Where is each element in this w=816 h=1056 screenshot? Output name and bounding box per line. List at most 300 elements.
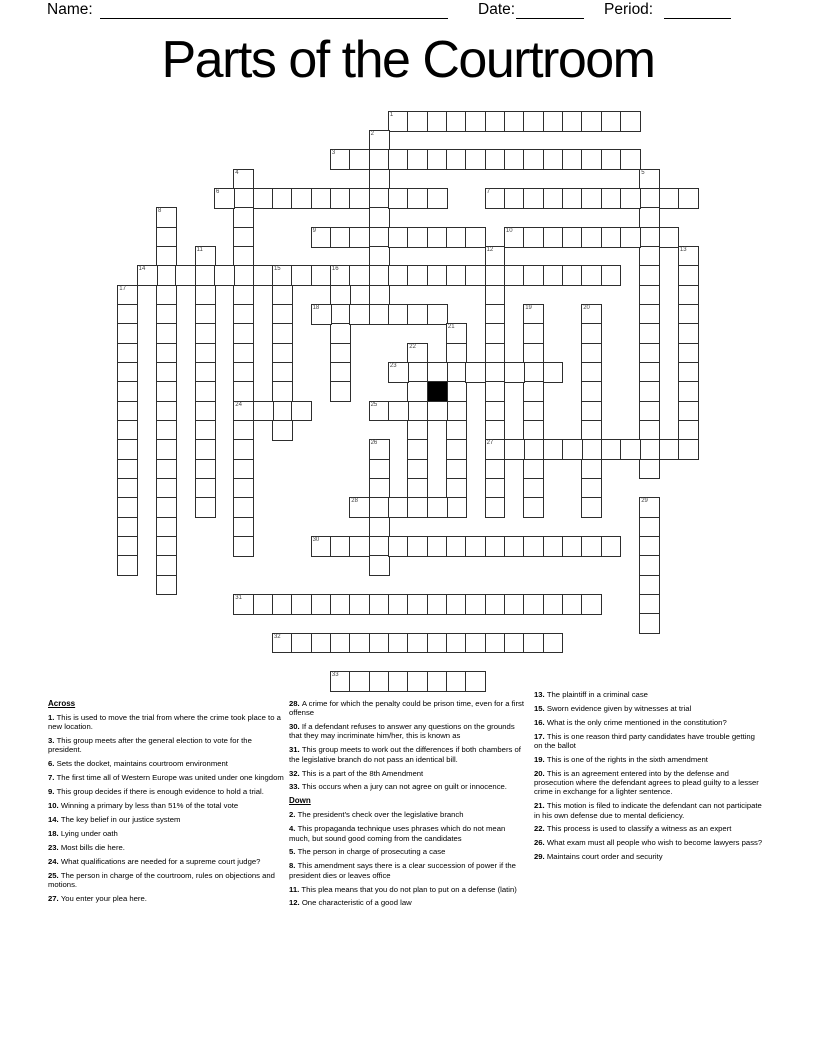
- grid-cell[interactable]: [465, 149, 486, 170]
- grid-cell[interactable]: [678, 343, 699, 364]
- grid-cell[interactable]: [330, 671, 351, 692]
- grid-cell[interactable]: [330, 381, 351, 402]
- grid-cell[interactable]: [117, 285, 138, 306]
- grid-cell[interactable]: [485, 594, 506, 615]
- grid-cell[interactable]: [369, 188, 390, 209]
- grid-cell[interactable]: [407, 459, 428, 480]
- grid-cell[interactable]: [465, 227, 486, 248]
- period-field[interactable]: [664, 2, 731, 19]
- grid-cell[interactable]: [639, 381, 660, 402]
- grid-cell[interactable]: [639, 517, 660, 538]
- grid-cell[interactable]: [543, 594, 564, 615]
- grid-cell[interactable]: [233, 459, 254, 480]
- grid-cell[interactable]: [427, 188, 448, 209]
- grid-cell[interactable]: [427, 401, 448, 422]
- grid-cell[interactable]: [620, 439, 641, 460]
- grid-cell[interactable]: [639, 362, 660, 383]
- grid-cell[interactable]: [369, 459, 390, 480]
- grid-cell[interactable]: [272, 420, 293, 441]
- grid-cell[interactable]: [349, 304, 370, 325]
- grid-cell[interactable]: [446, 149, 467, 170]
- grid-cell[interactable]: [407, 671, 428, 692]
- grid-cell[interactable]: [156, 323, 177, 344]
- grid-cell[interactable]: [504, 536, 525, 557]
- grid-cell[interactable]: [272, 265, 293, 286]
- grid-cell[interactable]: [272, 633, 293, 654]
- grid-cell[interactable]: [427, 149, 448, 170]
- grid-cell[interactable]: [233, 420, 254, 441]
- grid-cell[interactable]: [388, 401, 409, 422]
- grid-cell[interactable]: [272, 323, 293, 344]
- grid-cell[interactable]: [659, 188, 680, 209]
- grid-cell[interactable]: [543, 227, 564, 248]
- grid-cell[interactable]: [349, 188, 370, 209]
- grid-cell[interactable]: [330, 633, 351, 654]
- grid-cell[interactable]: [581, 439, 602, 460]
- grid-cell[interactable]: [562, 439, 583, 460]
- grid-cell[interactable]: [427, 633, 448, 654]
- grid-cell[interactable]: [272, 188, 293, 209]
- grid-cell[interactable]: [504, 188, 525, 209]
- grid-cell[interactable]: [233, 497, 254, 518]
- grid-cell[interactable]: [427, 362, 448, 383]
- grid-cell[interactable]: [465, 594, 486, 615]
- grid-cell[interactable]: [369, 130, 390, 151]
- grid-cell[interactable]: [523, 323, 544, 344]
- grid-cell[interactable]: [543, 188, 564, 209]
- grid-cell[interactable]: [214, 188, 235, 209]
- grid-cell[interactable]: [543, 149, 564, 170]
- grid-cell[interactable]: [485, 401, 506, 422]
- grid-cell[interactable]: [388, 633, 409, 654]
- grid-cell[interactable]: [156, 207, 177, 228]
- grid-cell[interactable]: [156, 575, 177, 596]
- grid-cell[interactable]: [253, 401, 274, 422]
- grid-cell[interactable]: [620, 149, 641, 170]
- grid-cell[interactable]: [581, 478, 602, 499]
- grid-cell[interactable]: [195, 265, 216, 286]
- grid-cell[interactable]: [349, 497, 370, 518]
- grid-cell[interactable]: [388, 304, 409, 325]
- grid-cell[interactable]: [601, 227, 622, 248]
- grid-cell[interactable]: [117, 323, 138, 344]
- grid-cell[interactable]: [369, 227, 390, 248]
- grid-cell[interactable]: [639, 575, 660, 596]
- grid-cell[interactable]: [272, 594, 293, 615]
- grid-cell[interactable]: [465, 265, 486, 286]
- grid-cell[interactable]: [639, 459, 660, 480]
- grid-cell[interactable]: [233, 439, 254, 460]
- grid-cell[interactable]: [117, 304, 138, 325]
- grid-cell[interactable]: [330, 594, 351, 615]
- grid-cell[interactable]: [195, 362, 216, 383]
- grid-cell[interactable]: [156, 343, 177, 364]
- grid-cell[interactable]: [581, 227, 602, 248]
- grid-cell[interactable]: [523, 594, 544, 615]
- grid-cell[interactable]: [562, 227, 583, 248]
- grid-cell[interactable]: [446, 362, 467, 383]
- grid-cell[interactable]: [330, 188, 351, 209]
- grid-cell[interactable]: [233, 381, 254, 402]
- grid-cell[interactable]: [485, 111, 506, 132]
- grid-cell[interactable]: [678, 381, 699, 402]
- grid-cell[interactable]: [311, 536, 332, 557]
- grid-cell[interactable]: [214, 265, 235, 286]
- grid-cell[interactable]: [233, 517, 254, 538]
- grid-cell[interactable]: [291, 265, 312, 286]
- grid-cell[interactable]: [272, 362, 293, 383]
- grid-cell[interactable]: [388, 188, 409, 209]
- grid-cell[interactable]: [678, 420, 699, 441]
- grid-cell[interactable]: [543, 439, 564, 460]
- grid-cell[interactable]: [562, 111, 583, 132]
- grid-cell[interactable]: [427, 497, 448, 518]
- grid-cell[interactable]: [407, 497, 428, 518]
- grid-cell[interactable]: [369, 207, 390, 228]
- grid-cell[interactable]: [233, 207, 254, 228]
- grid-cell[interactable]: [349, 265, 370, 286]
- grid-cell[interactable]: [504, 227, 525, 248]
- grid-cell[interactable]: [117, 517, 138, 538]
- grid-cell[interactable]: [485, 439, 506, 460]
- grid-cell[interactable]: [156, 555, 177, 576]
- grid-cell[interactable]: [581, 265, 602, 286]
- grid-cell[interactable]: [369, 497, 390, 518]
- grid-cell[interactable]: [272, 285, 293, 306]
- grid-cell[interactable]: [504, 149, 525, 170]
- grid-cell[interactable]: [349, 227, 370, 248]
- grid-cell[interactable]: [349, 149, 370, 170]
- grid-cell[interactable]: [581, 188, 602, 209]
- grid-cell[interactable]: [407, 362, 428, 383]
- grid-cell[interactable]: [195, 401, 216, 422]
- grid-cell[interactable]: [311, 265, 332, 286]
- grid-cell[interactable]: [330, 265, 351, 286]
- grid-cell[interactable]: [523, 265, 544, 286]
- grid-cell[interactable]: [543, 536, 564, 557]
- grid-cell[interactable]: [117, 420, 138, 441]
- grid-cell[interactable]: [446, 459, 467, 480]
- grid-cell[interactable]: [639, 304, 660, 325]
- grid-cell[interactable]: [446, 420, 467, 441]
- grid-cell[interactable]: [156, 285, 177, 306]
- grid-cell[interactable]: [523, 304, 544, 325]
- grid-cell[interactable]: [523, 536, 544, 557]
- grid-cell[interactable]: [446, 536, 467, 557]
- grid-cell[interactable]: [639, 555, 660, 576]
- grid-cell[interactable]: [156, 401, 177, 422]
- grid-cell[interactable]: [678, 362, 699, 383]
- grid-cell[interactable]: [117, 478, 138, 499]
- grid-cell[interactable]: [620, 188, 641, 209]
- grid-cell[interactable]: [601, 536, 622, 557]
- grid-cell[interactable]: [523, 401, 544, 422]
- grid-cell[interactable]: [311, 594, 332, 615]
- grid-cell[interactable]: [407, 594, 428, 615]
- grid-cell[interactable]: [485, 420, 506, 441]
- grid-cell[interactable]: [678, 246, 699, 267]
- grid-cell[interactable]: [388, 149, 409, 170]
- grid-cell[interactable]: [369, 536, 390, 557]
- grid-cell[interactable]: [388, 671, 409, 692]
- grid-cell[interactable]: [427, 265, 448, 286]
- grid-cell[interactable]: [485, 304, 506, 325]
- grid-cell[interactable]: [485, 265, 506, 286]
- grid-cell[interactable]: [601, 265, 622, 286]
- grid-cell[interactable]: [233, 265, 254, 286]
- grid-cell[interactable]: [233, 304, 254, 325]
- grid-cell[interactable]: [523, 343, 544, 364]
- grid-cell[interactable]: [446, 227, 467, 248]
- grid-cell[interactable]: [369, 285, 390, 306]
- grid-cell[interactable]: [523, 420, 544, 441]
- grid-cell[interactable]: [407, 188, 428, 209]
- grid-cell[interactable]: [485, 478, 506, 499]
- grid-cell[interactable]: [233, 169, 254, 190]
- grid-cell[interactable]: [523, 459, 544, 480]
- grid-cell[interactable]: [504, 439, 525, 460]
- grid-cell[interactable]: [311, 188, 332, 209]
- grid-cell[interactable]: [446, 265, 467, 286]
- grid-cell[interactable]: [388, 536, 409, 557]
- grid-cell[interactable]: [369, 478, 390, 499]
- grid-cell[interactable]: [446, 401, 467, 422]
- grid-cell[interactable]: [427, 594, 448, 615]
- grid-cell[interactable]: [253, 594, 274, 615]
- grid-cell[interactable]: [233, 362, 254, 383]
- grid-cell[interactable]: [291, 633, 312, 654]
- grid-cell[interactable]: [485, 343, 506, 364]
- grid-cell[interactable]: [369, 633, 390, 654]
- grid-cell[interactable]: [311, 633, 332, 654]
- grid-cell[interactable]: [156, 304, 177, 325]
- grid-cell[interactable]: [369, 304, 390, 325]
- grid-cell[interactable]: [485, 536, 506, 557]
- grid-cell[interactable]: [330, 323, 351, 344]
- grid-cell[interactable]: [581, 111, 602, 132]
- grid-cell[interactable]: [195, 478, 216, 499]
- grid-cell[interactable]: [233, 536, 254, 557]
- grid-cell[interactable]: [233, 227, 254, 248]
- grid-cell[interactable]: [543, 265, 564, 286]
- grid-cell[interactable]: [639, 439, 660, 460]
- grid-cell[interactable]: [639, 207, 660, 228]
- grid-cell[interactable]: [253, 188, 274, 209]
- grid-cell[interactable]: [427, 111, 448, 132]
- grid-cell[interactable]: [581, 536, 602, 557]
- grid-cell[interactable]: [233, 401, 254, 422]
- grid-cell[interactable]: [156, 265, 177, 286]
- grid-cell[interactable]: [504, 362, 525, 383]
- grid-cell[interactable]: [291, 401, 312, 422]
- grid-cell[interactable]: [639, 536, 660, 557]
- grid-cell[interactable]: [233, 478, 254, 499]
- grid-cell[interactable]: [485, 246, 506, 267]
- grid-cell[interactable]: [485, 188, 506, 209]
- grid-cell[interactable]: [678, 188, 699, 209]
- grid-cell[interactable]: [620, 227, 641, 248]
- grid-cell[interactable]: [156, 459, 177, 480]
- grid-cell[interactable]: [581, 362, 602, 383]
- grid-cell[interactable]: [156, 536, 177, 557]
- grid-cell[interactable]: [388, 265, 409, 286]
- grid-cell[interactable]: [369, 246, 390, 267]
- grid-cell[interactable]: [601, 188, 622, 209]
- grid-cell[interactable]: [195, 497, 216, 518]
- grid-cell[interactable]: [485, 362, 506, 383]
- grid-cell[interactable]: [156, 381, 177, 402]
- grid-cell[interactable]: [678, 401, 699, 422]
- grid-cell[interactable]: [639, 285, 660, 306]
- grid-cell[interactable]: [562, 536, 583, 557]
- grid-cell[interactable]: [523, 381, 544, 402]
- grid-cell[interactable]: [639, 343, 660, 364]
- grid-cell[interactable]: [601, 149, 622, 170]
- grid-cell[interactable]: [639, 246, 660, 267]
- grid-cell[interactable]: [639, 497, 660, 518]
- grid-cell[interactable]: [446, 323, 467, 344]
- grid-cell[interactable]: [523, 111, 544, 132]
- grid-cell[interactable]: [562, 149, 583, 170]
- grid-cell[interactable]: [407, 343, 428, 364]
- grid-cell[interactable]: [581, 420, 602, 441]
- grid-cell[interactable]: [446, 439, 467, 460]
- grid-cell[interactable]: [407, 536, 428, 557]
- grid-cell[interactable]: [330, 536, 351, 557]
- grid-cell[interactable]: [407, 439, 428, 460]
- grid-cell[interactable]: [465, 633, 486, 654]
- grid-cell[interactable]: [291, 594, 312, 615]
- grid-cell[interactable]: [427, 304, 448, 325]
- grid-cell[interactable]: [388, 497, 409, 518]
- grid-cell[interactable]: [523, 439, 544, 460]
- grid-cell[interactable]: [427, 671, 448, 692]
- grid-cell[interactable]: [485, 633, 506, 654]
- grid-cell[interactable]: [601, 439, 622, 460]
- grid-cell[interactable]: [195, 343, 216, 364]
- grid-cell[interactable]: [678, 285, 699, 306]
- grid-cell[interactable]: [311, 304, 332, 325]
- grid-cell[interactable]: [117, 343, 138, 364]
- grid-cell[interactable]: [581, 149, 602, 170]
- grid-cell[interactable]: [523, 633, 544, 654]
- grid-cell[interactable]: [427, 227, 448, 248]
- grid-cell[interactable]: [581, 459, 602, 480]
- grid-cell[interactable]: [388, 362, 409, 383]
- grid-cell[interactable]: [156, 497, 177, 518]
- grid-cell[interactable]: [446, 671, 467, 692]
- grid-cell[interactable]: [543, 633, 564, 654]
- grid-cell[interactable]: [156, 227, 177, 248]
- grid-cell[interactable]: [543, 362, 564, 383]
- grid-cell[interactable]: [523, 188, 544, 209]
- grid-cell[interactable]: [562, 594, 583, 615]
- grid-cell[interactable]: [349, 594, 370, 615]
- grid-cell[interactable]: [446, 594, 467, 615]
- grid-cell[interactable]: [233, 188, 254, 209]
- grid-cell[interactable]: [543, 111, 564, 132]
- grid-cell[interactable]: [117, 459, 138, 480]
- grid-cell[interactable]: [407, 420, 428, 441]
- grid-cell[interactable]: [233, 246, 254, 267]
- grid-cell[interactable]: [446, 111, 467, 132]
- grid-cell[interactable]: [117, 439, 138, 460]
- grid-cell[interactable]: [156, 478, 177, 499]
- grid-cell[interactable]: [233, 285, 254, 306]
- grid-cell[interactable]: [407, 265, 428, 286]
- grid-cell[interactable]: [562, 265, 583, 286]
- grid-cell[interactable]: [581, 304, 602, 325]
- grid-cell[interactable]: [581, 381, 602, 402]
- grid-cell[interactable]: [369, 439, 390, 460]
- grid-cell[interactable]: [388, 227, 409, 248]
- grid-cell[interactable]: [291, 188, 312, 209]
- grid-cell[interactable]: [233, 323, 254, 344]
- grid-cell[interactable]: [659, 439, 680, 460]
- grid-cell[interactable]: [330, 149, 351, 170]
- grid-cell[interactable]: [195, 420, 216, 441]
- grid-cell[interactable]: [369, 149, 390, 170]
- grid-cell[interactable]: [349, 633, 370, 654]
- grid-cell[interactable]: [504, 265, 525, 286]
- grid-cell[interactable]: [639, 594, 660, 615]
- grid-cell[interactable]: [446, 478, 467, 499]
- grid-cell[interactable]: [446, 497, 467, 518]
- grid-cell[interactable]: [195, 459, 216, 480]
- grid-cell[interactable]: [195, 304, 216, 325]
- grid-cell[interactable]: [195, 381, 216, 402]
- grid-cell[interactable]: [485, 323, 506, 344]
- grid-cell[interactable]: [156, 420, 177, 441]
- grid-cell[interactable]: [678, 323, 699, 344]
- grid-cell[interactable]: [678, 304, 699, 325]
- grid-cell[interactable]: [523, 149, 544, 170]
- grid-cell[interactable]: [639, 420, 660, 441]
- grid-cell[interactable]: [117, 536, 138, 557]
- grid-cell[interactable]: [485, 149, 506, 170]
- grid-cell[interactable]: [639, 265, 660, 286]
- grid-cell[interactable]: [639, 227, 660, 248]
- grid-cell[interactable]: [349, 536, 370, 557]
- grid-cell[interactable]: [407, 227, 428, 248]
- grid-cell[interactable]: [465, 671, 486, 692]
- grid-cell[interactable]: [427, 536, 448, 557]
- grid-cell[interactable]: [465, 536, 486, 557]
- grid-cell[interactable]: [272, 401, 293, 422]
- grid-cell[interactable]: [485, 381, 506, 402]
- grid-cell[interactable]: [504, 633, 525, 654]
- date-field[interactable]: [516, 2, 584, 19]
- grid-cell[interactable]: [523, 362, 544, 383]
- grid-cell[interactable]: [407, 478, 428, 499]
- grid-cell[interactable]: [330, 227, 351, 248]
- grid-cell[interactable]: [407, 149, 428, 170]
- grid-cell[interactable]: [311, 227, 332, 248]
- grid-cell[interactable]: [465, 362, 486, 383]
- grid-cell[interactable]: [369, 169, 390, 190]
- grid-cell[interactable]: [581, 323, 602, 344]
- grid-cell[interactable]: [369, 401, 390, 422]
- grid-cell[interactable]: [562, 188, 583, 209]
- grid-cell[interactable]: [272, 381, 293, 402]
- grid-cell[interactable]: [349, 671, 370, 692]
- grid-cell[interactable]: [195, 246, 216, 267]
- grid-cell[interactable]: [330, 285, 351, 306]
- grid-cell[interactable]: [253, 265, 274, 286]
- grid-cell[interactable]: [678, 439, 699, 460]
- grid-cell[interactable]: [195, 323, 216, 344]
- grid-cell[interactable]: [272, 343, 293, 364]
